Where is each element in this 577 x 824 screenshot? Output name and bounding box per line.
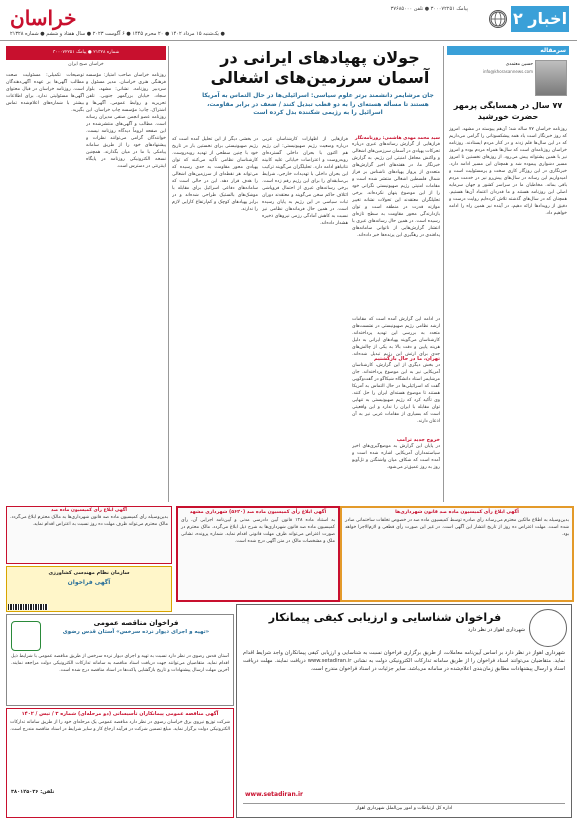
left-info-bar: شماره ۲۱۳۲۸ ● پیامک ۳۰۰۰۷۲۲۵۱ <box>6 46 166 60</box>
date-line: ● یک‌شنبه ۱۵ مرداد ۱۴۰۲ ● ۲۰ محرم ۱۴۴۵ ● ۶ آگوست ۲۰۲۳ ● سال هفتاد و ششم ● شماره ۲۱۳۲۸ <box>10 31 225 37</box>
article-headline: جولان پهپادهای ایرانی در آسمان سرزمین‌های اشغالی <box>210 48 430 87</box>
column-divider <box>443 46 444 502</box>
article-col-1-text: فرازهایی از گزارش رسانه‌های عبری درباره تحرکات پهپادی در آسمان سرزمین‌های اشغالی و واکنش محافل امنیتی این رژیم. به گزارش خبرنگار ما، در هفته‌های اخیر گزارش‌های متعددی از پرواز پهپادهای ناشناس بر فراز شمال فلسطین اشغالی منتشر شده است و مقامات امنیتی رژیم صهیونیستی نگرانی خود را از این موضوع پنهان نکرده‌اند. برخی تحلیلگران معتقدند این تحولات نشانه تغییر موازنه قدرت در منطقه است و توان بازدارندگی محور مقاومت به سطح تازه‌ای رسیده است. در همین حال رسانه‌های عبری با انتشار گزارش‌هایی از ناتوانی سامانه‌های پدافندی در رهگیری این پرنده‌ها خبر داده‌اند. <box>352 142 440 238</box>
ad4-title: فراخوان مناقصه عمومی <box>93 619 179 627</box>
ad7-body: آگهی فراخوان <box>67 579 111 586</box>
newspaper-logo: خراسان <box>10 6 77 30</box>
ad4-subtitle: «تهیه و اجرای دیوار نرده سرخس» آستان قدس رضوی <box>62 629 210 635</box>
article-col-2: فرازهایی از اظهارات کارشناسان غربی درباره وضعیت رژیم صهیونیستی: این رژیم هم اکنون با بحران داخلی گسترده‌ای روبه‌روست و اعتراضات خیابانی علیه کابینه نتانیاهو ادامه دارد. تحلیلگران می‌گویند ترکیب این بحران داخلی با تهدیدات خارجی، شرایط بی‌سابقه‌ای را برای این رژیم رقم زده است. برخی رسانه‌های عبری از احتمال فروپاشی ائتلاف حاکم سخن می‌گویند و معتقدند دوران ثبات سیاسی در این رژیم به پایان رسیده است. در همین حال فرماندهان نظامی نیز نسبت به کاهش آمادگی رزمی نیروهای ذخیره هشدار داده‌اند. <box>262 137 348 226</box>
ahvaz-logo-icon <box>529 609 567 647</box>
ad-commission-100-b <box>340 506 574 602</box>
author-photo <box>535 60 567 96</box>
ad6-body: بدین‌وسیله رأی کمیسیون ماده صد قانون شهرداری‌ها به مالک محترم ابلاغ می‌گردد. مالک محترم می‌تواند ظرف مهلت ده روز نسبت به اعتراض اقدام نماید. <box>10 515 168 527</box>
editorial-sidebar <box>447 46 569 502</box>
ad5-phone: تلفن: ۳۸۰۱۲۵۰۳۶ <box>11 789 55 795</box>
masthead <box>0 0 577 41</box>
ad6-title: آگهی ابلاغ رأی کمیسیون ماده صد <box>51 508 127 513</box>
article-lead: جان مرشایمر دانشمند برتر علوم سیاسی: اسرائیلی‌ها در حال التماس به آمریکا هستند تا مسأله هسته‌ای را به دو قطب تبدیل کنند / ضعف در برابر مقاومت، اسرائیل را به رژیمی شکننده بدل کرده است <box>202 92 434 116</box>
ad-electricity-tender <box>6 708 234 818</box>
ad3-title: فراخوان شناسایی و ارزیابی کیفی پیمانکار <box>268 611 502 624</box>
editorial-body: روزنامه خراسان ۷۷ ساله شد؛ آن‌هم پیوسته در مشهد. امروز که روز خبرنگار است یاد همه پیشکسوتانی را گرامی می‌داریم که در این سال‌ها قلم زدند و در کنار مردم ایستادند. روزنامه خراسان روزنامه‌ای است که سال‌ها همراه مردم بوده و امروز نیز با همین پشتوانه پیش می‌رود. از روزهای نخستین تا امروز مسیر دشواری پیموده شد و همچنان این مسیر ادامه دارد. خبرنگاری در این روزگار کاری سخت و پرمسئولیت است و امیدواریم این رسانه در سال‌های پیش‌رو نیز در خدمت مردم باقی بماند. مخاطبان ما در سراسر کشور و جهان سرمایه اصلی این روزنامه هستند و ما قدردان اعتماد آن‌ها هستیم. همچنان که در سال‌های گذشته تلاش کرده‌ایم روایت درست و دقیق از رویدادها ارائه دهیم، در آینده نیز همین راه را ادامه خواهیم داد. <box>449 127 567 216</box>
ad2-title: آگهی ابلاغ رأی کمیسیون ماده صد قانون شهرداری‌ها <box>395 510 519 515</box>
column-divider <box>168 46 169 502</box>
ad-astan-quds-tender <box>6 614 234 706</box>
left-sub-info: خراسان صبح ایران <box>68 62 104 67</box>
ad3-footer: اداره کل ارتباطات و امور بین‌الملل شهرداری اهواز <box>243 803 565 811</box>
barcode <box>8 604 48 610</box>
author-email: info@khorasannews.com <box>482 69 533 74</box>
ad5-body: شرکت توزیع نیروی برق خراسان رضوی در نظر دارد مناقصه عمومی یک مرحله‌ای خود را از طریق سامانه تدارکات الکترونیکی دولت برگزار نماید. مبلغ تضمین شرکت در فرآیند ارجاع کار و سایر شرایط در اسناد مناقصه مندرج است. <box>10 720 230 732</box>
editorial-title: ۷۷ سال در همسایگی پرمهر حضرت خورشید <box>453 101 563 121</box>
article-subhead-2: خروج جدید ترامپ <box>396 437 440 443</box>
article-col-1-cont: در ادامه این گزارش آمده است که مقامات ارشد نظامی رژیم صهیونیستی در نشست‌های متعدد به بررسی این تهدید پرداخته‌اند. کارشناسان می‌گویند پهپادهای ایرانی به دلیل هزینه پایین و دقت بالا به یکی از چالش‌های جدی برای ارتش این رژیم تبدیل شده‌اند. <box>352 317 440 356</box>
article-col-3: در بخشی دیگر از این تحلیل آمده است که رژیم صهیونیستی برای نخستین بار در تاریخ خود با چنین سطحی از تهدید روبه‌روست. کارشناسان نظامی تأکید می‌کنند که توان پهپادی محور مقاومت به حدی رسیده که می‌تواند هر نقطه‌ای از سرزمین‌های اشغالی را هدف قرار دهد. این در حالی است که سامانه‌های دفاعی اسرائیل برای مقابله با موشک‌های بالستیک طراحی شده‌اند و در برابر پهپادهای کوچک و کم‌ارتفاع کارایی لازم را ندارند. <box>172 137 258 212</box>
astan-quds-logo-icon <box>11 621 41 651</box>
ad7-title: سازمان نظام مهندسی کشاورزی <box>48 570 130 576</box>
globe-icon <box>489 10 507 28</box>
author-name: حسین معتمدی <box>505 62 533 67</box>
ad-commission-100-a <box>176 506 340 602</box>
left-col-text-b: توضیحات تکمیلی: مسئولیت صحت مطالب آگهی‌ها بر عهده آگهی‌دهندگان است. روزنامه خراسان در قبال محتوای آگهی‌ها مسئولیتی ندارد. برای اطلاعات بیشتر با شماره‌های اعلام‌شده تماس بگیرید. <box>6 73 84 113</box>
editorial-label: سرمقاله <box>447 46 569 55</box>
article-author: سید محمد مهدی هاشمی: روزنامه‌نگار <box>354 136 440 141</box>
article-col-1 <box>352 136 440 473</box>
article-col-1-cont3: در پایان این گزارش به موضع‌گیری‌های اخیر سیاستمداران آمریکایی اشاره شده است و آمده است که شکاف میان واشنگتن و تل‌آویو روز به روز عمیق‌تر می‌شود. <box>352 444 440 470</box>
ad5-title: آگهی مناقصه عمومی پیمانکاران تأسیساتی (دو مرحله‌ای) شماره ۳ / تیس / ۱۴۰۲ <box>21 711 219 717</box>
left-col-text-a: روزنامه خراسان صاحب امتیاز: مؤسسه فرهنگی هنری خراسان. مدیر مسئول و سردبیر روزنامه. نشانی: مشهد، بلوار سجاد، خیابان بزرگمهر جنوبی. تلفن تحریریه و روابط عمومی. آگهی‌ها و اشتراک. چاپ: مؤسسه چاپ خراسان. این روزنامه عضو انجمن صنفی مدیران رسانه است. مطالب و آگهی‌های منتشرشده در این صفحه لزوماً دیدگاه روزنامه نیست. خوانندگان گرامی می‌توانند نظرات و پیشنهادهای خود را از طریق سامانه پیامکی با ما در میان بگذارند. همچنین نسخه الکترونیکی روزنامه در پایگاه اینترنتی در دسترس است. <box>86 73 166 169</box>
ad3-website[interactable]: www.setadiran.ir <box>245 791 304 798</box>
ad-commission-100-c <box>6 506 172 564</box>
ad4-body: آستان قدس رضوی در نظر دارد نسبت به تهیه و اجرای دیوار نرده سرخس از طریق مناقصه عمومی با شرایط ذیل اقدام نماید. متقاضیان می‌توانند جهت دریافت اسناد مناقصه به سامانه تدارکات الکترونیکی دولت مراجعه نمایند. آخرین مهلت ارسال پیشنهادات و تاریخ بازگشایی پاکت‌ها در اسناد مناقصه درج شده است. <box>11 654 229 673</box>
article-col-1-cont2: در بخش دیگری از این گزارش، کارشناسان آمریکایی نیز به این موضوع پرداخته‌اند. جان مرشایمر استاد دانشگاه شیکاگو در گفت‌وگویی گفت که اسرائیلی‌ها در حال التماس به آمریکا هستند تا موضوع هسته‌ای ایران را حل کنند. وی تأکید کرد که رژیم صهیونیستی به تنهایی توان مقابله با ایران را ندارد و این واقعیتی است که بسیاری از مقامات غربی نیز به آن اذعان دارند. <box>352 363 440 424</box>
article-subhead-1: تهران، ما در حال بازگشتیم <box>373 356 440 362</box>
ad3-subtitle: شهرداری اهواز در نظر دارد <box>467 627 525 633</box>
ad2-body: بدین‌وسیله به اطلاع مالکین محترم می‌رساند رأی صادره توسط کمیسیون ماده صد در خصوص تخلفات ساختمانی صادر شده است. مهلت اعتراض ده روز از تاریخ انتشار این آگهی است. در غیر این صورت رأی قطعی و لازم‌الاجرا خواهد بود. <box>345 518 569 537</box>
header-links: پیامک ۳۰۰۰۷۲۲۵۱ ● تلفن ۳۷۶۸۵۰۰۰ <box>390 6 468 12</box>
ad-ahvaz-tender <box>236 604 572 818</box>
ad1-title: آگهی ابلاغ رأی کمیسیون ماده صد (۵۶۲۰) شهرداری مشهد <box>189 510 327 515</box>
ad1-body: به استناد ماده ۱۲۸ قانون آیین دادرسی مدنی و آیین‌نامه اجرایی آن، رأی کمیسیون ماده صد قانون شهرداری‌ها به شرح ذیل ابلاغ می‌گردد. مالک محترم در صورت اعتراض می‌تواند ظرف مهلت قانونی اقدام نماید. شماره پرونده، نشانی ملک و مشخصات مالک در متن آگهی درج شده است. <box>181 518 335 544</box>
page-section-tag: ۲ اخبار <box>511 6 569 32</box>
ad3-body: شهرداری اهواز در نظر دارد بر اساس آیین‌نامه معاملات، از طریق برگزاری فراخوان نسبت به شناسایی و ارزیابی کیفی پیمانکاران واجد شرایط اقدام نماید. متقاضیان می‌توانند اسناد فراخوان را از طریق سامانه تدارکات الکترونیکی دولت به نشانی www.setadiran.ir دریافت نمایند. مهلت دریافت اسناد و ارسال پیشنهادات مطابق زمان‌بندی اعلام‌شده در سامانه می‌باشد. سایر جزئیات در اسناد فراخوان مندرج است. <box>243 650 565 672</box>
